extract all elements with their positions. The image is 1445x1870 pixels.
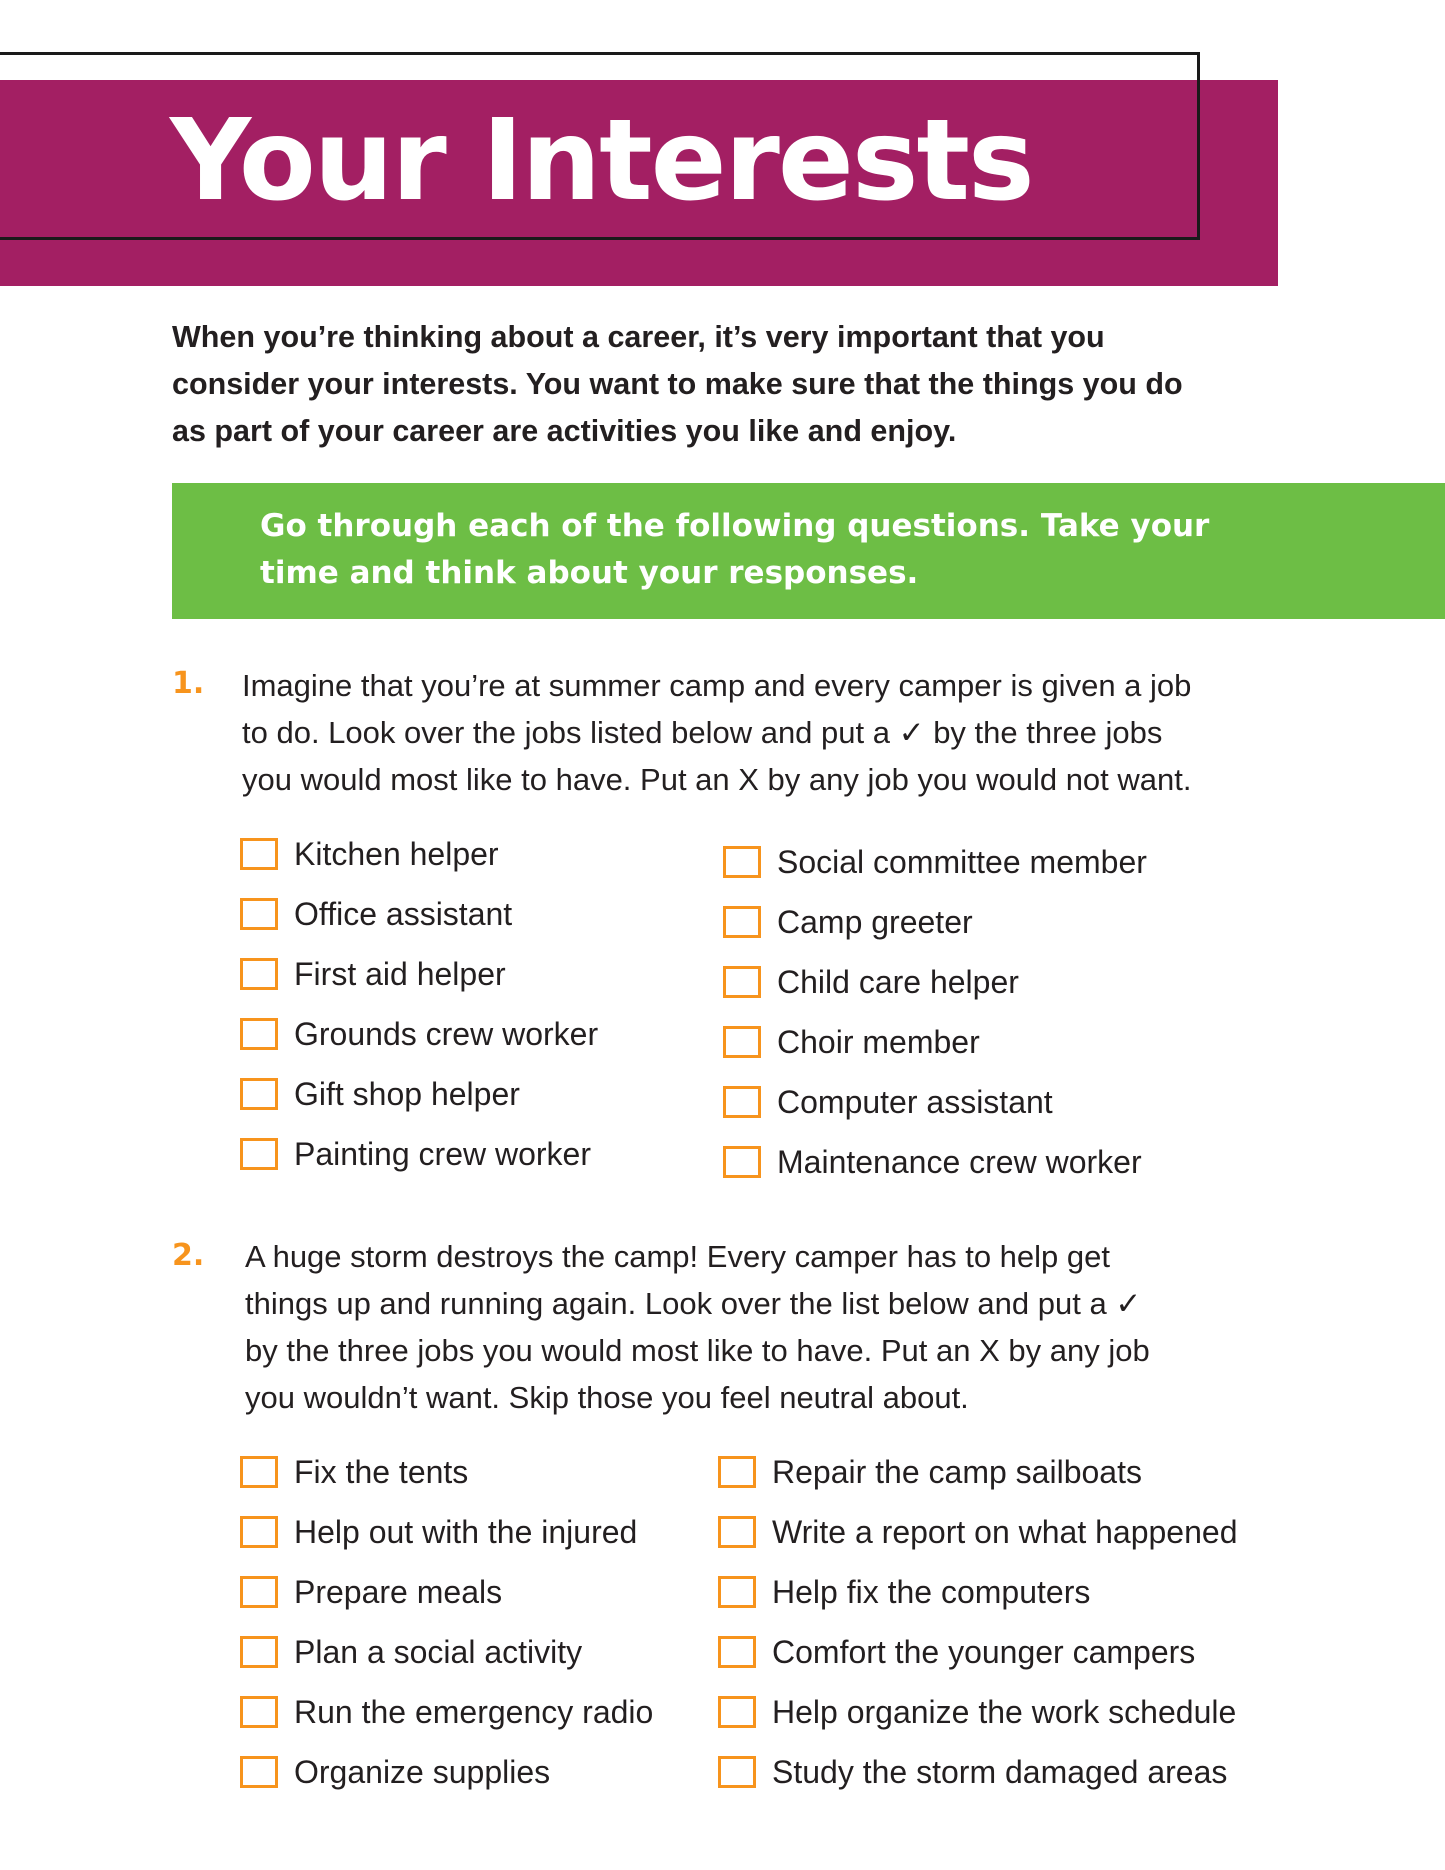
question-line: you wouldn’t want. Skip those you feel neutral about. bbox=[245, 1380, 969, 1415]
option-label: Help out with the injured bbox=[294, 1514, 638, 1550]
option-label: Fix the tents bbox=[294, 1454, 469, 1490]
question-line: things up and running again. Look over the list below and put a ✓ bbox=[245, 1286, 1142, 1321]
option-item bbox=[240, 1572, 502, 1612]
option-item bbox=[723, 1082, 1053, 1122]
option-label: Gift shop helper bbox=[294, 1076, 520, 1112]
checkbox[interactable] bbox=[240, 1456, 278, 1488]
option-label: First aid helper bbox=[294, 956, 506, 992]
question-line: Imagine that you’re at summer camp and every camper is given a job bbox=[242, 668, 1192, 703]
checkbox[interactable] bbox=[723, 1026, 761, 1058]
question-line: you would most like to have. Put an X by any job you would not want. bbox=[242, 762, 1192, 797]
intro-line: When you’re thinking about a career, it’s very important that you bbox=[172, 320, 1105, 354]
instruction-banner bbox=[172, 483, 1445, 619]
checkbox[interactable] bbox=[240, 1018, 278, 1050]
checkbox[interactable] bbox=[718, 1576, 756, 1608]
checkbox[interactable] bbox=[723, 906, 761, 938]
option-item bbox=[240, 1134, 591, 1174]
checkbox[interactable] bbox=[718, 1696, 756, 1728]
checkbox[interactable] bbox=[240, 838, 278, 870]
instruction-line: Go through each of the following questions. Take your bbox=[260, 508, 1210, 544]
question-number: 1. bbox=[172, 666, 205, 701]
checkbox[interactable] bbox=[240, 958, 278, 990]
option-item bbox=[240, 1452, 468, 1492]
option-item bbox=[723, 962, 1019, 1002]
option-item bbox=[718, 1752, 1227, 1792]
intro-paragraph bbox=[172, 314, 1252, 455]
option-label: Grounds crew worker bbox=[294, 1016, 599, 1052]
option-item bbox=[718, 1692, 1236, 1732]
option-item bbox=[723, 902, 973, 942]
intro-line: consider your interests. You want to make sure that the things you do bbox=[172, 367, 1183, 401]
question-line: to do. Look over the jobs listed below and put a ✓ by the three jobs bbox=[242, 715, 1163, 750]
option-label: Run the emergency radio bbox=[294, 1694, 654, 1730]
option-label: Plan a social activity bbox=[294, 1634, 583, 1670]
checkbox[interactable] bbox=[718, 1636, 756, 1668]
checkbox[interactable] bbox=[718, 1516, 756, 1548]
option-label: Maintenance crew worker bbox=[777, 1144, 1142, 1180]
option-item bbox=[718, 1632, 1195, 1672]
checkbox[interactable] bbox=[718, 1456, 756, 1488]
checkbox[interactable] bbox=[240, 1138, 278, 1170]
question-line: A huge storm destroys the camp! Every camper has to help get bbox=[245, 1239, 1110, 1274]
checkbox[interactable] bbox=[723, 966, 761, 998]
checkbox[interactable] bbox=[240, 1078, 278, 1110]
option-item bbox=[718, 1572, 1090, 1612]
option-label: Organize supplies bbox=[294, 1754, 551, 1790]
option-item bbox=[240, 1692, 653, 1732]
option-label: Camp greeter bbox=[777, 904, 973, 940]
checkbox[interactable] bbox=[240, 1636, 278, 1668]
option-label: Prepare meals bbox=[294, 1574, 503, 1610]
checkbox[interactable] bbox=[240, 1696, 278, 1728]
option-item bbox=[240, 1752, 550, 1792]
option-item bbox=[240, 1014, 598, 1054]
option-item bbox=[240, 1512, 637, 1552]
option-label: Kitchen helper bbox=[294, 836, 499, 872]
option-item bbox=[240, 1632, 582, 1672]
option-item bbox=[718, 1452, 1142, 1492]
option-label: Social committee member bbox=[777, 844, 1147, 880]
option-label: Child care helper bbox=[777, 964, 1019, 1000]
option-label: Computer assistant bbox=[777, 1084, 1053, 1120]
option-item bbox=[723, 842, 1147, 882]
option-label: Help organize the work schedule bbox=[772, 1694, 1237, 1730]
option-item bbox=[718, 1512, 1237, 1552]
question-line: by the three jobs you would most like to have. Put an X by any job bbox=[245, 1333, 1150, 1368]
page-title: Your Interests bbox=[170, 96, 1033, 226]
question-text bbox=[245, 1233, 1285, 1421]
checkbox[interactable] bbox=[240, 1576, 278, 1608]
option-label: Write a report on what happened bbox=[772, 1514, 1238, 1550]
instruction-line: time and think about your responses. bbox=[260, 555, 919, 591]
checkbox[interactable] bbox=[240, 1516, 278, 1548]
option-item bbox=[240, 834, 499, 874]
option-label: Painting crew worker bbox=[294, 1136, 591, 1172]
checkbox[interactable] bbox=[723, 846, 761, 878]
checkbox[interactable] bbox=[723, 1146, 761, 1178]
checkbox[interactable] bbox=[240, 898, 278, 930]
instruction-text bbox=[260, 503, 1280, 597]
option-label: Comfort the younger campers bbox=[772, 1634, 1196, 1670]
option-label: Office assistant bbox=[294, 896, 513, 932]
intro-line: as part of your career are activities you like and enjoy. bbox=[172, 414, 957, 448]
checkbox[interactable] bbox=[718, 1756, 756, 1788]
option-label: Study the storm damaged areas bbox=[772, 1754, 1228, 1790]
option-label: Choir member bbox=[777, 1024, 980, 1060]
checkbox[interactable] bbox=[240, 1756, 278, 1788]
option-item bbox=[723, 1022, 980, 1062]
option-item bbox=[240, 954, 506, 994]
checkbox[interactable] bbox=[723, 1086, 761, 1118]
option-label: Help fix the computers bbox=[772, 1574, 1091, 1610]
question-text bbox=[242, 662, 1282, 803]
option-label: Repair the camp sailboats bbox=[772, 1454, 1142, 1490]
question-number: 2. bbox=[172, 1238, 205, 1273]
option-item bbox=[240, 1074, 520, 1114]
option-item bbox=[723, 1142, 1142, 1182]
option-item bbox=[240, 894, 512, 934]
